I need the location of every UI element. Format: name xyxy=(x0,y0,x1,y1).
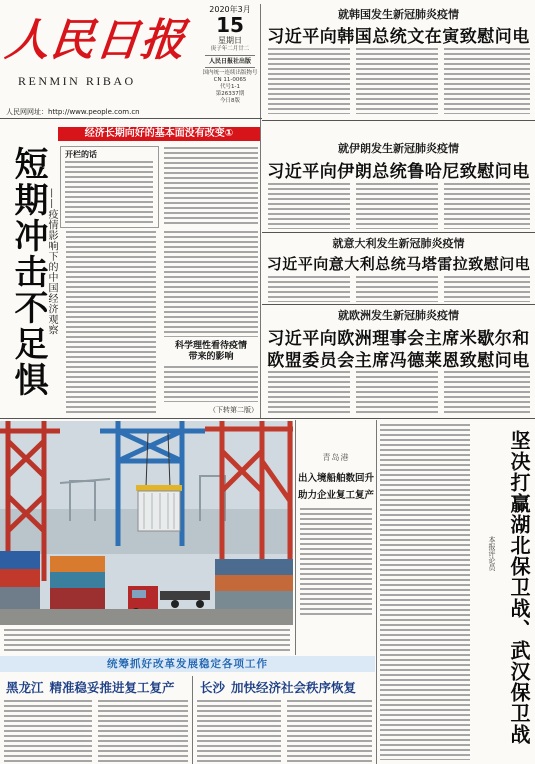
intro-label: 开栏的话 xyxy=(65,150,97,159)
article-headline-line-2: 欧盟委员会主席冯德莱恩致慰问电 xyxy=(267,351,530,371)
body-text xyxy=(66,231,156,415)
divider xyxy=(205,67,255,68)
photo-place: 青岛港 xyxy=(322,453,350,462)
masthead-logo: 人民日报 xyxy=(2,15,189,66)
body-text xyxy=(164,366,258,402)
date-lunar: 庚子年二月廿二 xyxy=(210,46,250,52)
article-kicker: 就欧洲发生新冠肺炎疫情 xyxy=(338,309,459,322)
column-divider xyxy=(260,4,261,418)
article-headline: 习近平向意大利总统马塔雷拉致慰问电 xyxy=(266,255,531,273)
body-text xyxy=(356,183,438,229)
body-text xyxy=(444,183,530,229)
body-text xyxy=(380,424,470,760)
body-text xyxy=(287,700,372,762)
body-text xyxy=(444,48,530,114)
feature-headline: 短期冲击不足惧 xyxy=(8,146,48,398)
body-text xyxy=(65,161,153,223)
port-photo xyxy=(0,421,293,625)
photo-headline-line-2: 助力企业复工复产 xyxy=(297,490,374,501)
masthead-pinyin: RENMIN RIBAO xyxy=(18,74,136,88)
body-text xyxy=(444,371,530,415)
photo-headline-line-1: 出入境船舶数回升 xyxy=(297,473,374,484)
body-text xyxy=(268,276,350,302)
story-headline xyxy=(6,678,181,696)
article-headline-line-1: 习近平向欧洲理事会主席米歇尔和 xyxy=(267,329,530,349)
body-text xyxy=(98,700,188,762)
column-divider xyxy=(376,420,377,764)
feature-subtitle: ——疫情影响下的中国经济观察 xyxy=(46,188,57,335)
section-divider xyxy=(0,418,535,419)
body-text xyxy=(356,371,438,415)
continued-note: （下转第二版） xyxy=(209,406,258,414)
article-headline: 习近平向韩国总统文在寅致慰问电 xyxy=(267,27,530,47)
column-divider xyxy=(295,420,296,655)
section-divider xyxy=(0,118,262,119)
registry-code: CN 11-0065 xyxy=(213,77,247,84)
postal-code: 代号1-1 xyxy=(220,84,240,91)
commentary-headline: 坚决打赢湖北保卫战、武汉保卫战 xyxy=(507,430,531,745)
story-title: 精准稳妥推进复工复产 xyxy=(49,680,175,695)
series-banner: 经济长期向好的基本面没有改变① xyxy=(58,127,260,141)
body-text xyxy=(197,700,281,762)
section-divider xyxy=(262,120,535,121)
column-divider xyxy=(192,676,193,764)
body-text xyxy=(444,276,530,302)
body-text xyxy=(164,147,258,225)
date-weekday: 星期日 xyxy=(218,36,242,45)
feature-subheading: 科学理性看待疫情带来的影响 xyxy=(174,341,247,362)
divider xyxy=(205,55,255,56)
story-headline xyxy=(200,678,362,696)
article-kicker: 就韩国发生新冠肺炎疫情 xyxy=(338,8,459,21)
article-headline: 习近平向伊朗总统鲁哈尼致慰问电 xyxy=(267,162,530,182)
article-kicker: 就伊朗发生新冠肺炎疫情 xyxy=(338,142,459,155)
body-text xyxy=(356,48,438,114)
registry-label: 国内统一连续出版物号 xyxy=(202,70,258,77)
body-text xyxy=(268,371,350,415)
body-text xyxy=(268,48,350,114)
date-year-month: 2020年3月 xyxy=(209,5,251,14)
story-place: 长沙 xyxy=(200,680,226,695)
section-divider xyxy=(262,304,535,305)
commentary-author: 本报评论员 xyxy=(488,536,496,571)
page-count: 今日8版 xyxy=(220,97,240,104)
body-text xyxy=(268,183,350,229)
website-address: 人民网网址：http://www.people.com.cn xyxy=(6,108,140,116)
date-box xyxy=(202,5,258,105)
publisher: 人民日报社出版 xyxy=(208,57,251,65)
story-title: 加快经济社会秩序恢复 xyxy=(231,680,357,695)
body-text xyxy=(164,231,258,337)
section-divider xyxy=(262,232,535,233)
story-place: 黑龙江 xyxy=(6,680,44,695)
date-day: 15 xyxy=(216,13,244,37)
section-banner: 统筹抓好改革发展稳定各项工作 xyxy=(0,656,375,672)
issue-number: 第26337期 xyxy=(215,91,245,97)
photo-caption-text xyxy=(4,629,290,653)
body-text xyxy=(356,276,438,302)
article-kicker: 就意大利发生新冠肺炎疫情 xyxy=(332,237,465,250)
intro-box xyxy=(60,146,159,228)
body-text xyxy=(300,508,372,618)
body-text xyxy=(4,700,92,762)
